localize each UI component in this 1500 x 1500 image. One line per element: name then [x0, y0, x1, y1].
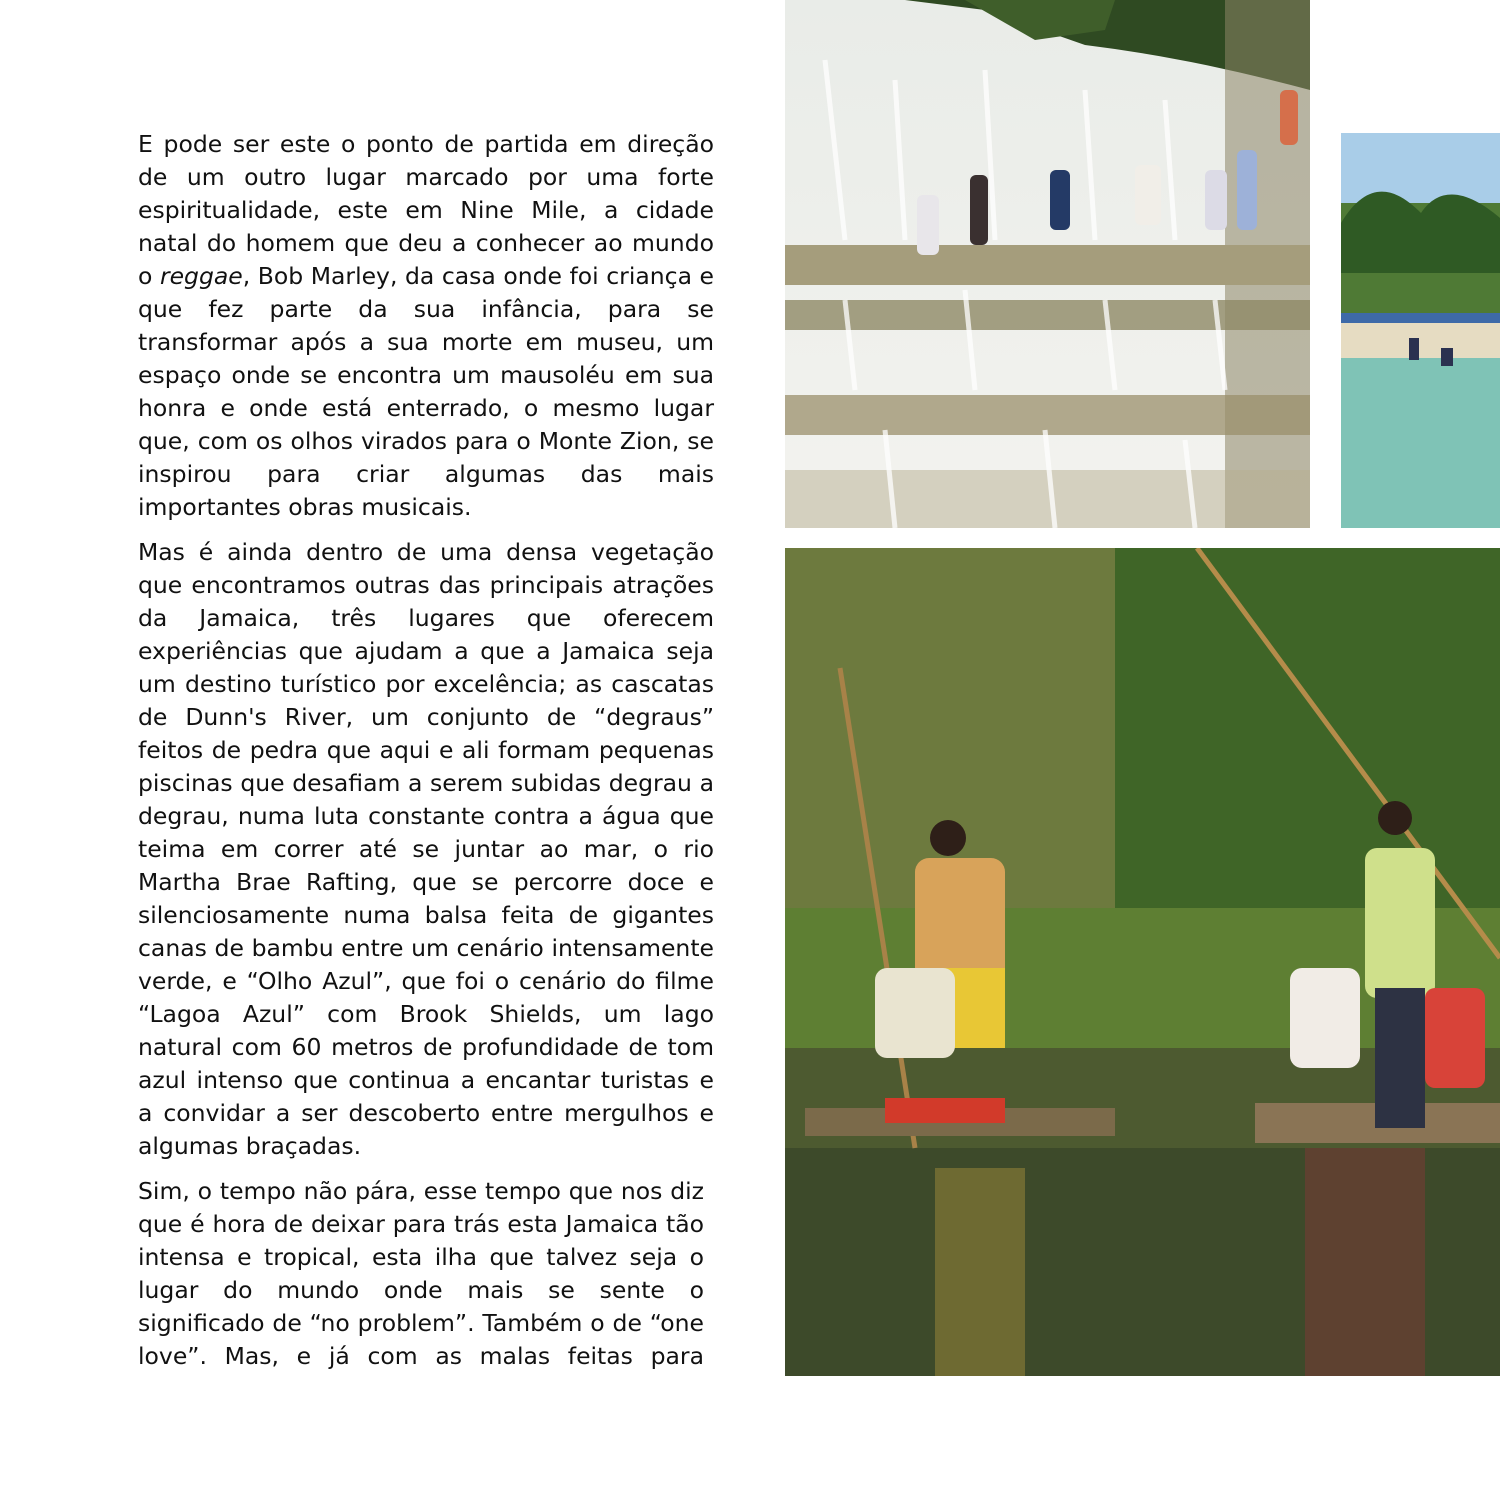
paragraph-farewell: Sim, o tempo não pára, esse tempo que nos diz que é hora de deixar para trás esta Jamaica tão intensa e tropical, esta ilha que talvez seja o lugar do mundo onde mais se sente o significado de “no problem”. Também o de “one love”. Mas, e já com as malas feitas para	[138, 1177, 704, 1370]
waterfall-photo	[785, 0, 1310, 528]
rafting-photo	[785, 548, 1500, 1376]
paragraph-nine-mile	[138, 128, 714, 524]
beach-photo	[1341, 133, 1500, 528]
italic-term: reggae	[159, 262, 243, 290]
beach-illustration	[1341, 133, 1500, 528]
waterfall-illustration	[785, 0, 1310, 528]
rafting-illustration	[785, 548, 1500, 1376]
article-body	[138, 128, 714, 1385]
paragraph-attractions: Mas é ainda dentro de uma densa vegetação que encontramos outras das principais atrações da Jamaica, três lugares que oferecem experiências que ajudam a que a Jamaica seja um destino turístico por excelência; as cascatas de Dunn's River, um conjunto de “degraus” feitos de pedra que aqui e ali formam pequenas piscinas que desafiam a serem subidas degrau a degrau, numa luta constante contra a água que teima em correr até se juntar ao mar, o rio Martha Brae Rafting, que se percorre doce e silenciosamente numa balsa feita de gigantes canas de bambu entre um cenário intensamente verde, e “Olho Azul”, que foi o cenário do filme “Lagoa Azul” com Brook Shields, um lago natural com 60 metros de profundidade de tom azul intenso que continua a encantar turistas e a convidar a ser descoberto entre mergulhos e algumas braçadas.	[138, 538, 714, 1160]
paragraph-text: E pode ser este o ponto de partida em direção de um outro lugar marcado por uma forte espiritualidade, este em Nine Mile, a cidade natal do homem que deu a conhecer ao mundo o	[138, 130, 714, 290]
paragraph-text: , Bob Marley, da casa onde foi criança e que fez parte da sua infância, para se transformar após a sua morte em museu, um espaço onde se encontra um mausoléu em sua honra e onde está enterrado, o mesmo lugar que, com os olhos virados para o Monte Zion, se inspirou para criar algumas das mais importantes obras musicais.	[138, 262, 714, 521]
